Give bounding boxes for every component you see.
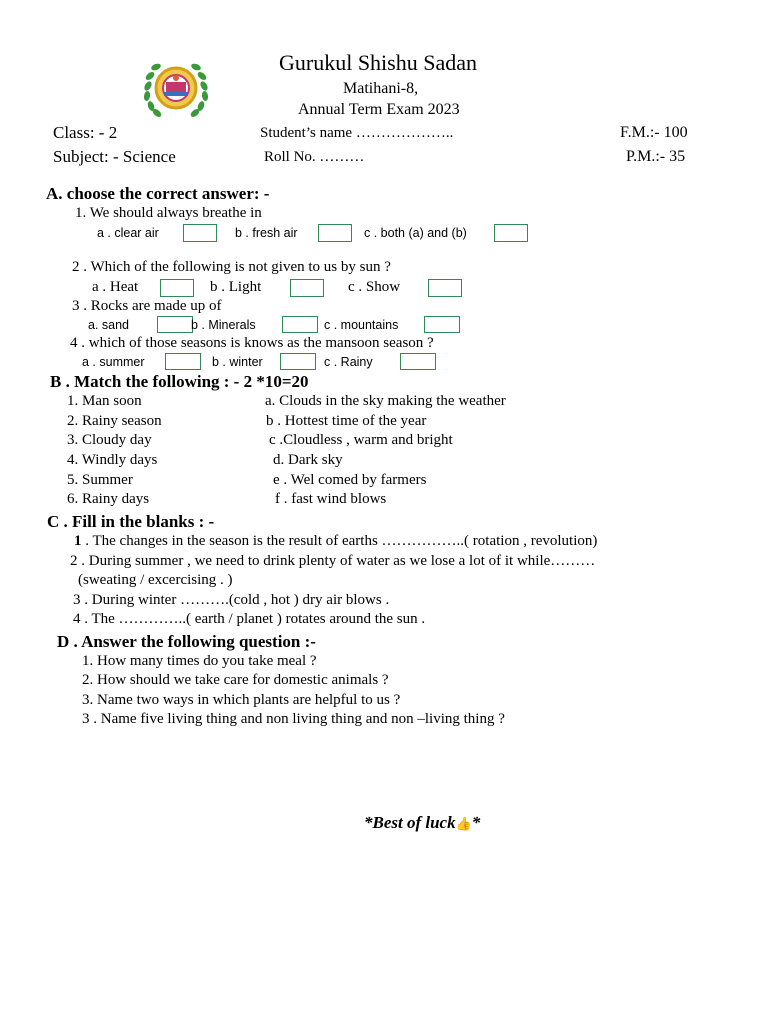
- question-d3: 3. Name two ways in which plants are helpful to us ?: [82, 692, 401, 708]
- answer-box-a4-a[interactable]: [165, 353, 201, 370]
- match-right-b: b . Hottest time of the year: [266, 413, 427, 429]
- question-a3: 3 . Rocks are made up of: [72, 298, 222, 314]
- answer-box-a3-b[interactable]: [282, 316, 318, 333]
- answer-box-a1-c[interactable]: [494, 224, 528, 242]
- exam-title: Annual Term Exam 2023: [298, 101, 460, 118]
- pass-marks: P.M.:- 35: [626, 148, 686, 165]
- question-a4: 4 . which of those seasons is knows as the mansoon season ?: [70, 335, 434, 351]
- option-a3-b: b . Minerals: [191, 318, 256, 332]
- best-of-luck-end: *: [471, 813, 481, 832]
- blank-2-line2: (sweating / excercising . ): [78, 572, 233, 588]
- match-left-3: 3. Cloudy day: [67, 432, 152, 448]
- answer-box-a2-b[interactable]: [290, 279, 324, 297]
- roll-number-field: Roll No. ………: [264, 149, 365, 165]
- best-of-luck-text: *Best of luck: [364, 813, 456, 832]
- class-label: Class: - 2: [53, 123, 118, 142]
- blank-3: 3 . During winter ……….(cold , hot ) dry air blows .: [73, 592, 390, 608]
- question-a1: 1. We should always breathe in: [75, 205, 262, 221]
- option-a2-c: c . Show: [348, 279, 401, 295]
- blank-1-number: 1: [74, 533, 82, 549]
- match-right-d: d. Dark sky: [273, 452, 343, 468]
- answer-box-a2-c[interactable]: [428, 279, 462, 297]
- section-c-title: C . Fill in the blanks : -: [47, 512, 215, 531]
- option-a4-c: c . Rainy: [324, 355, 373, 369]
- option-a4-a: a . summer: [82, 355, 145, 369]
- blank-1-text: . The changes in the season is the result of earths ……………..( rotation , revolution): [81, 533, 598, 549]
- answer-box-a1-a[interactable]: [183, 224, 217, 242]
- match-left-1: 1. Man soon: [67, 393, 142, 409]
- blank-4: 4 . The …………..( earth / planet ) rotates around the sun .: [73, 611, 426, 627]
- match-right-a: a. Clouds in the sky making the weather: [265, 393, 506, 409]
- answer-box-a1-b[interactable]: [318, 224, 352, 242]
- blank-1: [74, 533, 597, 550]
- match-left-2: 2. Rainy season: [67, 413, 162, 429]
- option-a1-b: b . fresh air: [235, 226, 298, 240]
- question-d4: 3 . Name five living thing and non living thing and non –living thing ?: [82, 711, 505, 727]
- option-a4-b: b . winter: [212, 355, 263, 369]
- question-d1: 1. How many times do you take meal ?: [82, 653, 317, 669]
- option-a3-c: c . mountains: [324, 318, 399, 332]
- match-right-f: f . fast wind blows: [275, 491, 387, 507]
- answer-box-a2-a[interactable]: [160, 279, 194, 297]
- answer-box-a4-b[interactable]: [280, 353, 316, 370]
- answer-box-a3-c[interactable]: [424, 316, 460, 333]
- option-a3-a: a. sand: [88, 318, 130, 332]
- section-d-title: D . Answer the following question :-: [57, 632, 316, 651]
- section-b-title: B . Match the following : - 2 *10=20: [50, 372, 309, 391]
- answer-box-a3-a[interactable]: [157, 316, 193, 333]
- answer-box-a4-c[interactable]: [400, 353, 436, 370]
- school-address: Matihani-8,: [343, 80, 419, 97]
- school-logo: [140, 56, 212, 120]
- match-right-e: e . Wel comed by farmers: [273, 472, 427, 488]
- best-of-luck: [364, 813, 480, 833]
- full-marks: F.M.:- 100: [620, 124, 688, 141]
- option-a2-a: a . Heat: [92, 279, 139, 295]
- student-name-field: Student’s name ………………..: [260, 125, 454, 141]
- blank-2-line1: 2 . During summer , we need to drink plenty of water as we lose a lot of it while………: [70, 553, 596, 569]
- option-a1-a: a . clear air: [97, 226, 159, 240]
- thumbs-up-icon: 👍: [455, 816, 472, 831]
- subject-label: Subject: - Science: [53, 147, 176, 166]
- option-a1-c: c . both (a) and (b): [364, 226, 467, 240]
- match-left-5: 5. Summer: [67, 472, 133, 488]
- school-name: Gurukul Shishu Sadan: [279, 50, 477, 75]
- match-left-6: 6. Rainy days: [67, 491, 150, 507]
- question-d2: 2. How should we take care for domestic animals ?: [82, 672, 389, 688]
- option-a2-b: b . Light: [210, 279, 262, 295]
- match-left-4: 4. Windly days: [67, 452, 158, 468]
- section-a-title: A. choose the correct answer: -: [46, 184, 270, 203]
- school-emblem-logo: [140, 56, 212, 120]
- match-right-c: c .Cloudless , warm and bright: [269, 432, 453, 448]
- question-a2: 2 . Which of the following is not given to us by sun ?: [72, 259, 391, 275]
